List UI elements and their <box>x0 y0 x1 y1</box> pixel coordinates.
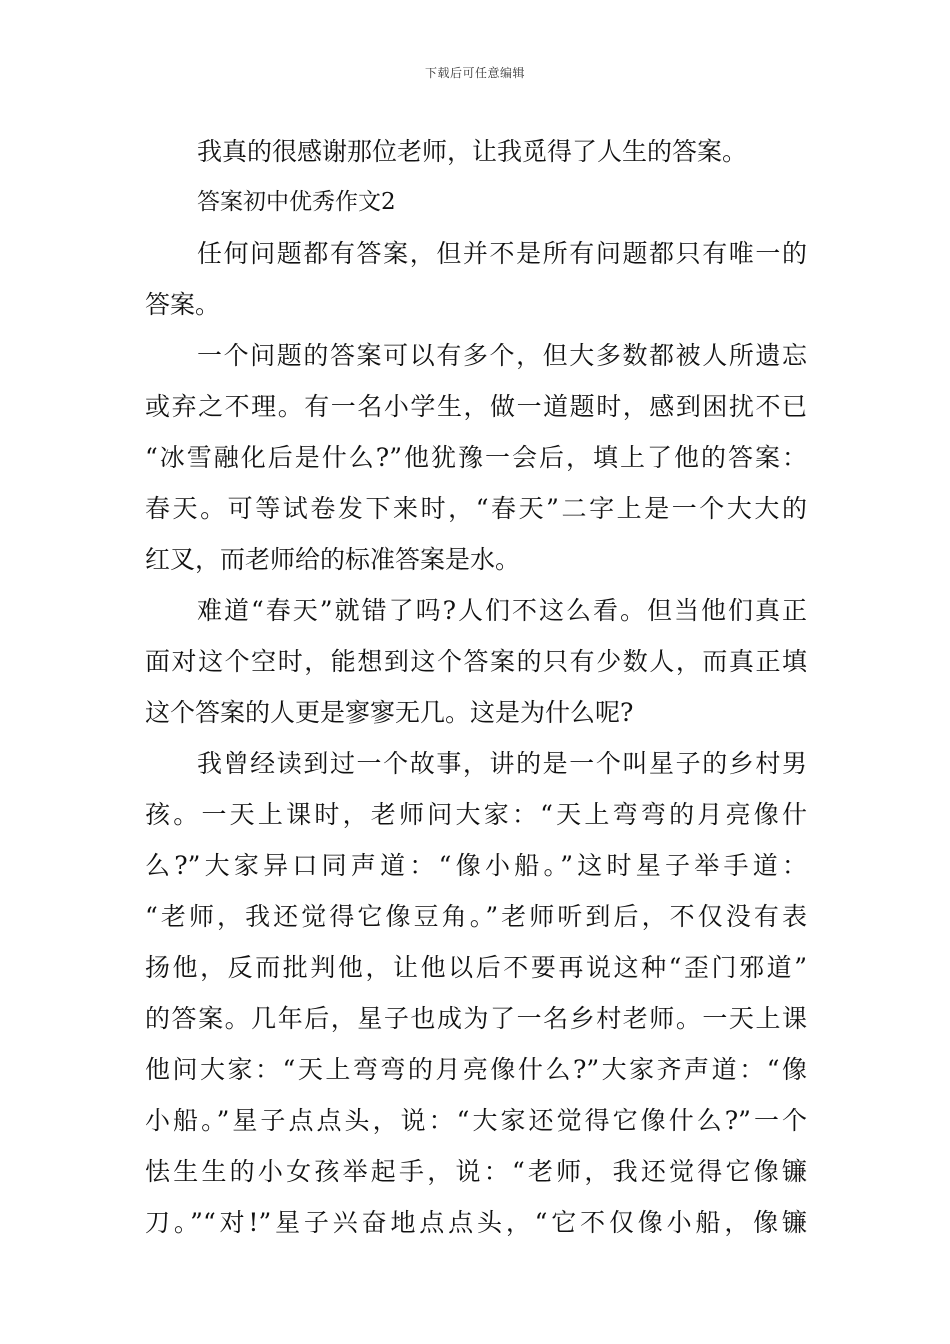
text-line: 么?”大家异口同声道：“像小船。”这时星子举手道： <box>145 851 807 880</box>
text-line: 任何问题都有答案，但并不是所有问题都只有唯一的 <box>197 239 807 268</box>
text-line: 红叉，而老师给的标准答案是水。 <box>145 545 521 574</box>
text-line: 的答案。几年后，星子也成为了一名乡村老师。一天上课 <box>145 1004 807 1033</box>
text-line: 怯生生的小女孩举起手，说：“老师，我还觉得它像镰 <box>145 1157 807 1186</box>
text-line: 孩。一天上课时，老师问大家：“天上弯弯的月亮像什 <box>145 800 807 829</box>
text-line: 他问大家：“天上弯弯的月亮像什么?”大家齐声道：“像 <box>145 1055 807 1084</box>
text-line: 我真的很感谢那位老师，让我觅得了人生的答案。 <box>197 137 748 166</box>
text-line: 刀。”“对!”星子兴奋地点点头，“它不仅像小船，像镰 <box>145 1208 807 1237</box>
text-line: 春天。可等试卷发下来时，“春天”二字上是一个大大的 <box>145 494 807 523</box>
text-line: 答案。 <box>145 290 221 319</box>
text-line: 我曾经读到过一个故事，讲的是一个叫星子的乡村男 <box>197 749 807 778</box>
text-line: “老师，我还觉得它像豆角。”老师听到后，不仅没有表 <box>145 902 807 931</box>
text-line: 面对这个空时，能想到这个答案的只有少数人，而真正填 <box>145 647 807 676</box>
text-line: 小船。”星子点点头，说：“大家还觉得它像什么?”一个 <box>145 1106 807 1135</box>
text-line: 难道“春天”就错了吗?人们不这么看。但当他们真正 <box>197 596 807 625</box>
text-line: 或弃之不理。有一名小学生，做一道题时，感到困扰不已 <box>145 392 807 421</box>
text-line: 答案初中优秀作文2 <box>197 189 396 215</box>
text-line: 这个答案的人更是寥寥无几。这是为什么呢? <box>145 698 634 727</box>
text-line: 扬他，反而批判他，让他以后不要再说这种“歪门邪道” <box>145 953 807 982</box>
text-line: 一个问题的答案可以有多个，但大多数都被人所遗忘 <box>197 341 807 370</box>
download-note: 下载后可任意编辑 <box>424 66 525 80</box>
document-body <box>145 126 807 1248</box>
text-line: “冰雪融化后是什么?”他犹豫一会后，填上了他的答案： <box>145 443 807 472</box>
